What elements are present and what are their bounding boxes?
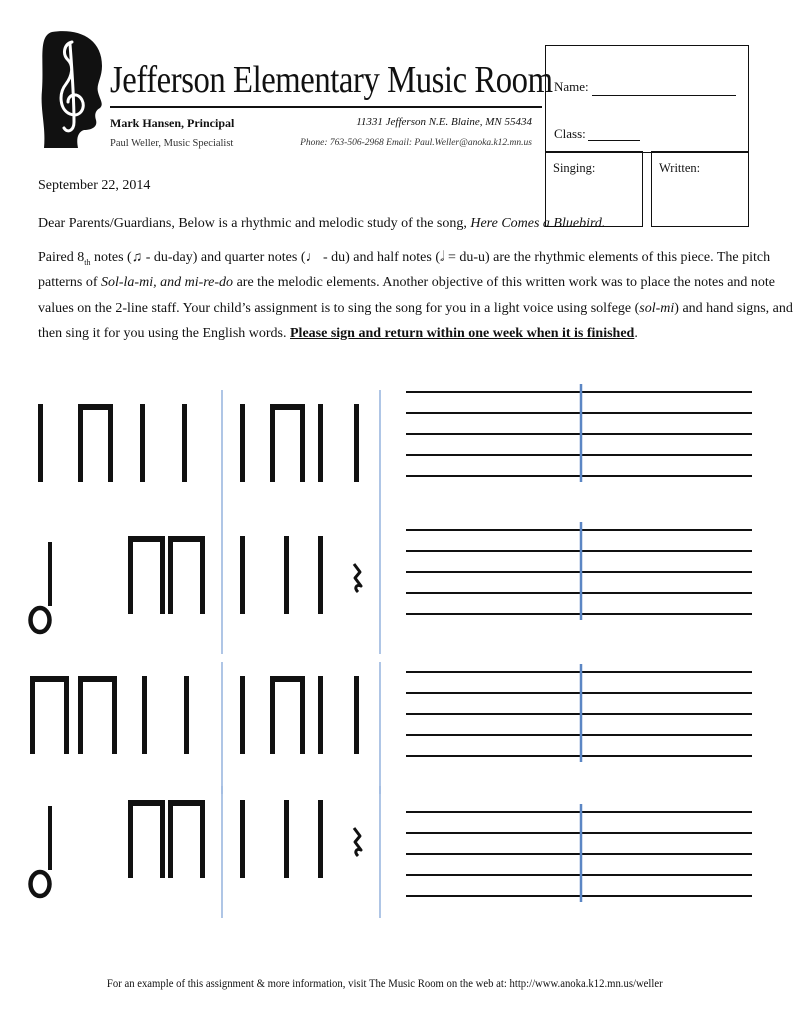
- eighth-note-beam: [128, 800, 165, 806]
- quarter-note: [354, 676, 359, 754]
- written-label: Written:: [659, 161, 701, 175]
- eighth-note-beam: [78, 404, 113, 410]
- letter-line-5: [38, 326, 638, 342]
- letter-line-3: [38, 275, 775, 291]
- eighth-note-stem: [108, 404, 113, 482]
- eighth-note-stem: [300, 676, 305, 754]
- quarter-note: [284, 536, 289, 614]
- eighth-note-stem: [30, 676, 35, 754]
- eighth-note-beam: [128, 536, 165, 542]
- half-note-head: [31, 608, 50, 632]
- melodic-patterns: Sol-la-mi, and mi-re-do: [100, 275, 234, 290]
- letter-text: Dear Parents/Guardians, Below is a rhythmic and melodic study of the song,: [38, 216, 471, 231]
- rhythm-exercise: [0, 380, 770, 940]
- quarter-note: [354, 404, 359, 482]
- quarter-note: [318, 800, 323, 878]
- class-field[interactable]: [588, 140, 640, 141]
- page-title: Jefferson Elementary Music Room: [110, 59, 553, 101]
- school-address: 11331 Jefferson N.E. Blaine, MN 55434: [356, 116, 532, 128]
- eighth-note-stem: [300, 404, 305, 482]
- eighth-note-stem: [128, 800, 133, 878]
- quarter-note: [240, 404, 245, 482]
- eighth-note-stem: [200, 800, 205, 878]
- quarter-note: [140, 404, 145, 482]
- letter-text: .: [634, 326, 638, 341]
- eighth-note-stem: [168, 800, 173, 878]
- principal-name: Mark Hansen, Principal: [110, 116, 235, 130]
- singing-label: Singing:: [553, 161, 596, 175]
- eighth-note-stem: [160, 536, 165, 614]
- music-room-logo: [38, 30, 104, 150]
- letter-line-2: [38, 250, 770, 267]
- eighth-note-stem: [270, 676, 275, 754]
- letter-text: Paired 8: [38, 250, 85, 265]
- letter-line-4: [38, 301, 793, 317]
- eighth-note-stem: [160, 800, 165, 878]
- letter-text: notes (♫ - du-day) and quarter notes (♩ - du) and half notes (𝅗𝅥 = du-u) are the rhythmic elements of this piece. The pitch: [90, 250, 771, 265]
- quarter-note: [318, 404, 323, 482]
- music-specialist: Paul Weller, Music Specialist: [110, 138, 234, 149]
- quarter-note: [318, 676, 323, 754]
- eighth-note-stem: [168, 536, 173, 614]
- name-field[interactable]: [592, 95, 736, 96]
- letter-text: ) and hand signs, and: [674, 301, 793, 316]
- eighth-note-stem: [112, 676, 117, 754]
- half-note-stem: [48, 806, 52, 870]
- return-instruction: Please sign and return within one week when it is finished: [290, 326, 635, 341]
- eighth-note-stem: [128, 536, 133, 614]
- quarter-note: [284, 800, 289, 878]
- letter-text: are the melodic elements. Another objective of this written work was to place the notes and note: [233, 275, 776, 290]
- eighth-note-stem: [78, 404, 83, 482]
- eighth-note-stem: [64, 676, 69, 754]
- quarter-rest: [354, 564, 361, 592]
- quarter-note: [240, 676, 245, 754]
- header-divider: [110, 106, 542, 108]
- half-note-stem: [48, 542, 52, 606]
- half-note-head: [31, 872, 50, 896]
- student-info-box: [545, 45, 749, 153]
- quarter-note: [318, 536, 323, 614]
- quarter-note: [142, 676, 147, 754]
- eighth-note-beam: [78, 676, 117, 682]
- eighth-note-stem: [78, 676, 83, 754]
- eighth-note-beam: [270, 676, 305, 682]
- footer-text: For an example of this assignment & more information, visit The Music Room on the web at: http://www.anoka.k12.mn.us/weller: [107, 978, 663, 990]
- quarter-note: [182, 404, 187, 482]
- letter-line-1: [38, 216, 605, 232]
- quarter-note: [38, 404, 43, 482]
- quarter-note: [240, 536, 245, 614]
- ordinal-suffix: th: [84, 257, 91, 267]
- letter-text: values on the 2-line staff. Your child’s assignment is to sing the song for you in a light voice using solfege (: [38, 301, 640, 316]
- eighth-note-beam: [30, 676, 69, 682]
- eighth-note-stem: [200, 536, 205, 614]
- quarter-rest: [354, 828, 361, 856]
- eighth-note-beam: [270, 404, 305, 410]
- solfege-term: sol-mi: [639, 301, 675, 316]
- quarter-note: [184, 676, 189, 754]
- letter-text: then sing it for you using the English words.: [38, 326, 290, 341]
- eighth-note-stem: [270, 404, 275, 482]
- song-title: Here Comes a Bluebird.: [470, 216, 606, 231]
- written-score-box[interactable]: [651, 151, 749, 227]
- name-label: Name:: [554, 79, 589, 94]
- contact-info: Phone: 763-506-2968 Email: Paul.Weller@anoka.k12.mn.us: [300, 138, 532, 148]
- footer-note: [0, 978, 770, 990]
- eighth-note-beam: [168, 800, 205, 806]
- letter-date: September 22, 2014: [38, 178, 151, 193]
- eighth-note-beam: [168, 536, 205, 542]
- letter-text: patterns of: [38, 275, 101, 290]
- class-label: Class:: [554, 126, 586, 141]
- quarter-note: [240, 800, 245, 878]
